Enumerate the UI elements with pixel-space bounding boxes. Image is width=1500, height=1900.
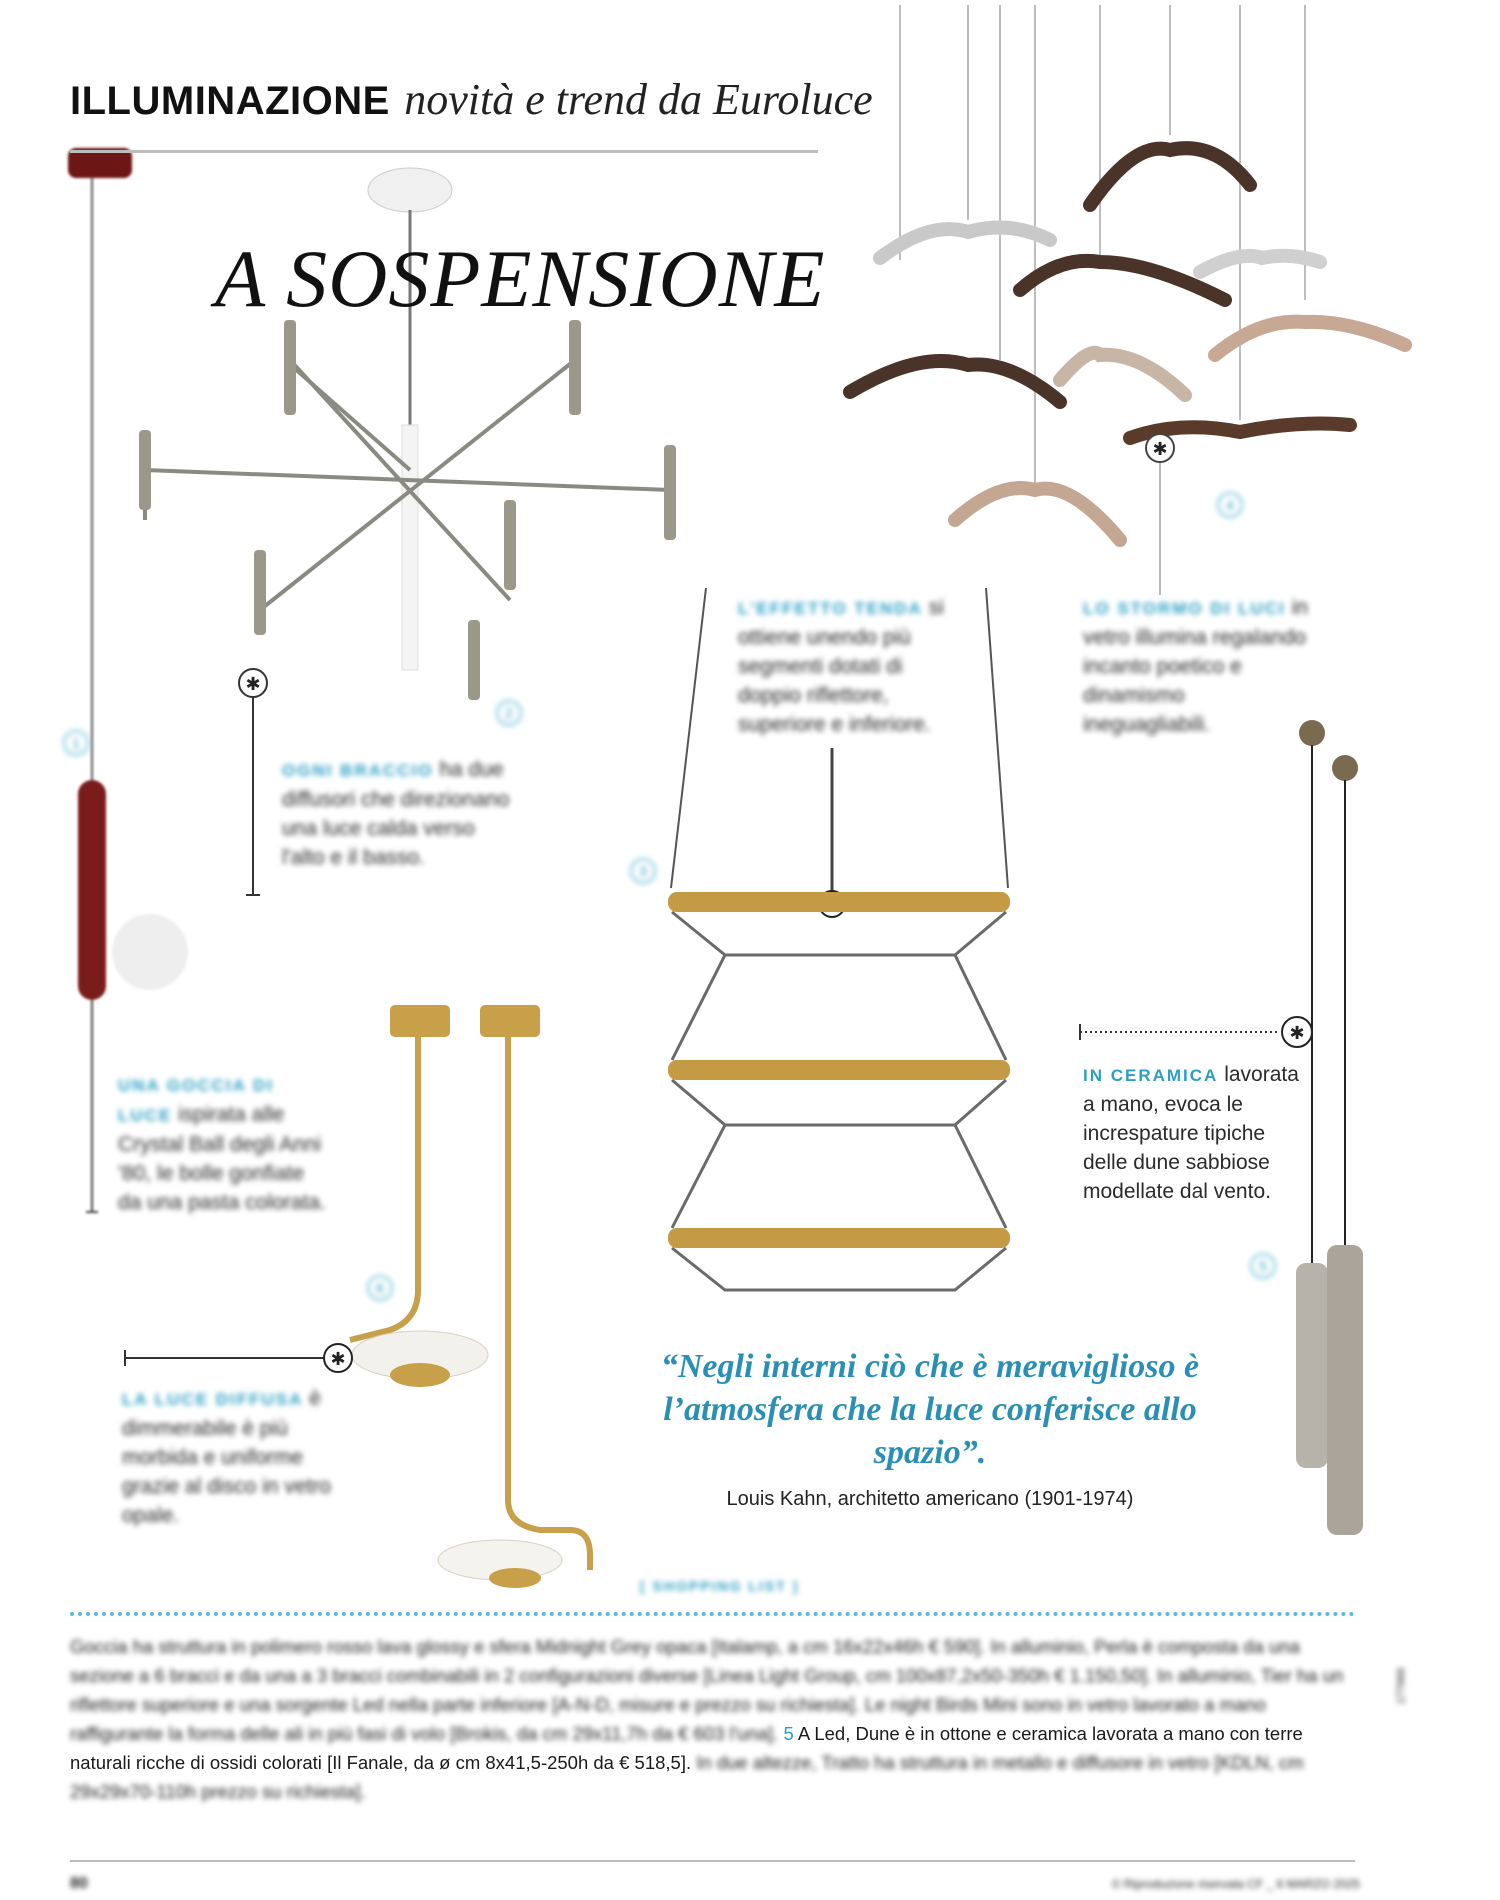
caption-text: lavorata a mano, evoca le increspature tipiche delle dune sabbiose modellate dal vento. bbox=[1083, 1063, 1299, 1203]
footer-copyright: © Riproduzione riservata CF _ 6 MARZO 2025 bbox=[1111, 1877, 1360, 1891]
drop-lamp-image bbox=[68, 148, 188, 1212]
section-title: ILLUMINAZIONE bbox=[70, 79, 390, 123]
shopping-item-5-details: [Il Fanale, da ø cm 8x41,5-250h da € 518,5]. bbox=[327, 1752, 692, 1773]
quote-text: “Negli interni ciò che è meraviglioso è l’atmosfera che la luce conferisce allo spazio”. bbox=[660, 1348, 1200, 1471]
svg-text:✱: ✱ bbox=[1152, 439, 1168, 460]
svg-text:✱: ✱ bbox=[1289, 1023, 1305, 1044]
caption-text: ha due diffusori che direzionano una luce calda verso l'alto e il basso. bbox=[282, 758, 510, 869]
caption-lead: UNA GOCCIA DI LUCE bbox=[118, 1076, 275, 1125]
shopping-item-6: In due altezze, Tratto ha struttura in metallo e diffusore in vetro [KDLN, cm 29x29x70-110h prezzo su richiesta]. bbox=[70, 1752, 1304, 1802]
marker-3: 3 bbox=[630, 858, 656, 884]
quote-author: Louis Kahn, architetto americano (1901-1974) bbox=[726, 1488, 1134, 1510]
footer-rule bbox=[70, 1860, 1355, 1862]
svg-text:✱: ✱ bbox=[245, 674, 261, 695]
marker-6: 6 bbox=[367, 1275, 393, 1301]
shopping-label: [ SHOPPING LIST ] bbox=[640, 1578, 800, 1594]
shopping-item-5: A Led, Dune è in ottone e ceramica lavorata a mano con terre naturali ricche di ossidi colorati bbox=[70, 1723, 1303, 1773]
caption-lead: LO STORMO DI LUCI bbox=[1083, 599, 1286, 618]
caption-lead: OGNI BRACCIO bbox=[282, 761, 434, 780]
caption-brass bbox=[122, 1384, 347, 1530]
shopping-item-2: In alluminio, Perla è composta da una sezione a 6 bracci e da una a 3 bracci combinabili in 2 configurazioni diverse [Linea Light Group, cm 100x87,2x50-350h € 1.150,50]. bbox=[70, 1636, 1300, 1686]
shopping-item-1: Goccia ha struttura in polimero rosso lava glossy e sfera Midnight Grey opaca [Italamp, a cm 16x22x46h € 590]. bbox=[70, 1636, 986, 1657]
marker-1: 1 bbox=[63, 730, 89, 756]
header-rule bbox=[70, 150, 818, 153]
side-code: 177966 bbox=[1395, 1667, 1408, 1705]
shopping-item-3: In alluminio, Tier ha un riflettore superiore e una sorgente Led nella parte inferiore [A-N-D, misure e prezzo su richiesta]. bbox=[70, 1665, 1344, 1715]
caption-lead: LA LUCE DIFFUSA bbox=[122, 1390, 304, 1409]
caption-birds bbox=[1083, 593, 1313, 739]
caption-text: in vetro illumina regalando incanto poetico e dinamismo ineguagliabili. bbox=[1083, 596, 1308, 736]
marker-2: 2 bbox=[496, 700, 522, 726]
shopping-item-4: Le night Birds Mini sono in vetro lavorato a mano raffigurante la forma delle ali in più fasi di volo [Brokis, da cm 29x11,7h da € 603 l'una]. bbox=[70, 1694, 1266, 1744]
caption-text: si ottiene unendo più segmenti dotati di doppio riflettore, superiore e inferiore. bbox=[738, 596, 944, 736]
caption-lead: L'EFFETTO TENDA bbox=[738, 599, 923, 618]
caption-drop bbox=[118, 1070, 328, 1217]
marker-5: 5 bbox=[1250, 1253, 1276, 1279]
page-number: 80 bbox=[70, 1875, 88, 1892]
caption-lead: IN CERAMICA bbox=[1083, 1066, 1219, 1085]
caption-text: ispirata alle Crystal Ball degli Anni '80, le bolle gonfiate da una pasta colorata. bbox=[118, 1103, 326, 1214]
shopping-list bbox=[70, 1632, 1355, 1806]
page-header bbox=[70, 74, 873, 125]
caption-chandelier bbox=[282, 755, 522, 872]
birds-lamp-image bbox=[850, 5, 1405, 595]
marker-4: 4 bbox=[1217, 492, 1243, 518]
page-title: A SOSPENSIONE bbox=[215, 233, 826, 324]
shopping-marker-5: 5 bbox=[783, 1723, 794, 1744]
caption-tier bbox=[738, 593, 970, 739]
shopping-divider bbox=[70, 1612, 1355, 1616]
section-subtitle: novità e trend da Euroluce bbox=[404, 75, 873, 124]
svg-text:✱: ✱ bbox=[330, 1349, 346, 1370]
caption-text: è dimmerabile è più morbida e uniforme grazie al disco in vetro opale. bbox=[122, 1387, 331, 1527]
caption-dune bbox=[1083, 1060, 1303, 1206]
pull-quote bbox=[660, 1345, 1200, 1511]
